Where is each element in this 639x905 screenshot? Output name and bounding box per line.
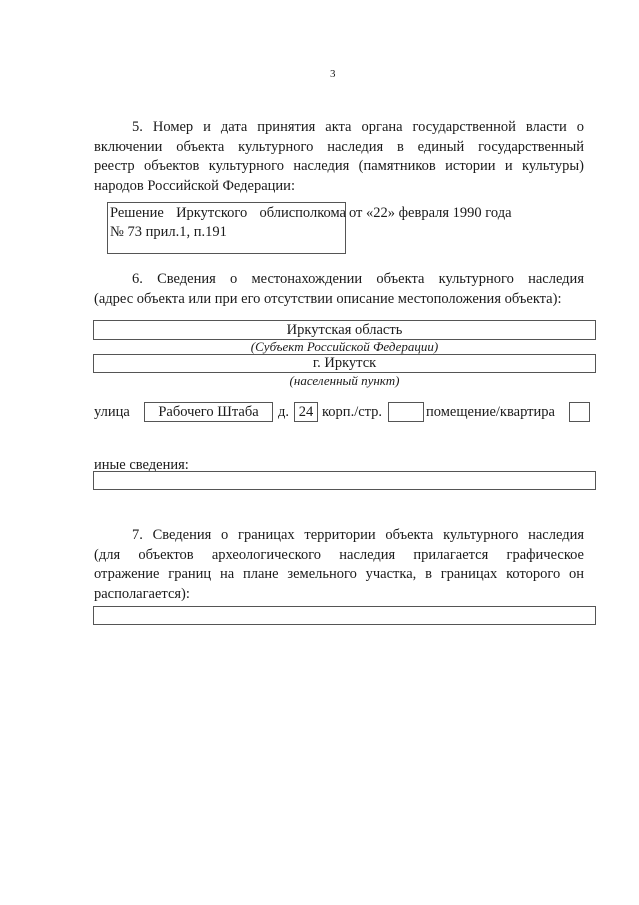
section-5-line: включении объекта культурного наследия в единый государственный [94,138,584,155]
street-field[interactable] [144,402,273,422]
section-5-heading [94,118,584,196]
region-field[interactable] [93,320,596,340]
section-7-line: (для объектов археологического наследия прилагается графическое [94,546,584,563]
act-name: Решение Иркутского облисполкома [110,205,346,221]
house-field[interactable] [294,402,318,422]
city-field[interactable] [93,354,596,373]
section-6-heading [94,270,584,309]
section-7-line: отражение границ на плане земельного участка, в границах которого он [94,566,584,582]
other-info-label: иные сведения: [94,457,189,473]
building-label: корп./стр. [322,404,383,420]
section-5-line: народов Российской Федерации: [94,177,295,194]
other-info-field[interactable] [93,471,596,490]
section-5-line: реестр объектов культурного наследия (памятников истории и культуры) [94,158,584,174]
section-7-heading [94,526,584,604]
section-5-line: 5. Номер и дата принятия акта органа государственной власти о [132,119,584,135]
boundary-field[interactable] [93,606,596,625]
street-value: Рабочего Штаба [158,404,259,420]
section-7-line: 7. Сведения о границах территории объекта культурного наследия [132,527,584,543]
house-label: д. [278,404,290,420]
building-field[interactable] [388,402,424,422]
region-value: Иркутская область [286,322,403,338]
page-number: 3 [330,68,336,80]
section-6-line: 6. Сведения о местонахождении объекта культурного наследия [132,271,584,287]
apartment-field[interactable] [569,402,590,422]
street-label: улица [94,404,130,420]
section-6-line: (адрес объекта или при его отсутствии описание местоположения объекта): [94,290,562,307]
section-7-line: располагается): [94,585,190,602]
apartment-label: помещение/квартира [426,404,555,420]
act-number: № 73 прил.1, п.191 [110,224,227,240]
city-caption: (населенный пункт) [289,373,400,388]
house-value: 24 [298,404,314,420]
act-date: от «22» февраля 1990 года [349,205,512,221]
city-value: г. Иркутск [312,355,377,371]
region-caption: (Субъект Российской Федерации) [250,339,439,354]
